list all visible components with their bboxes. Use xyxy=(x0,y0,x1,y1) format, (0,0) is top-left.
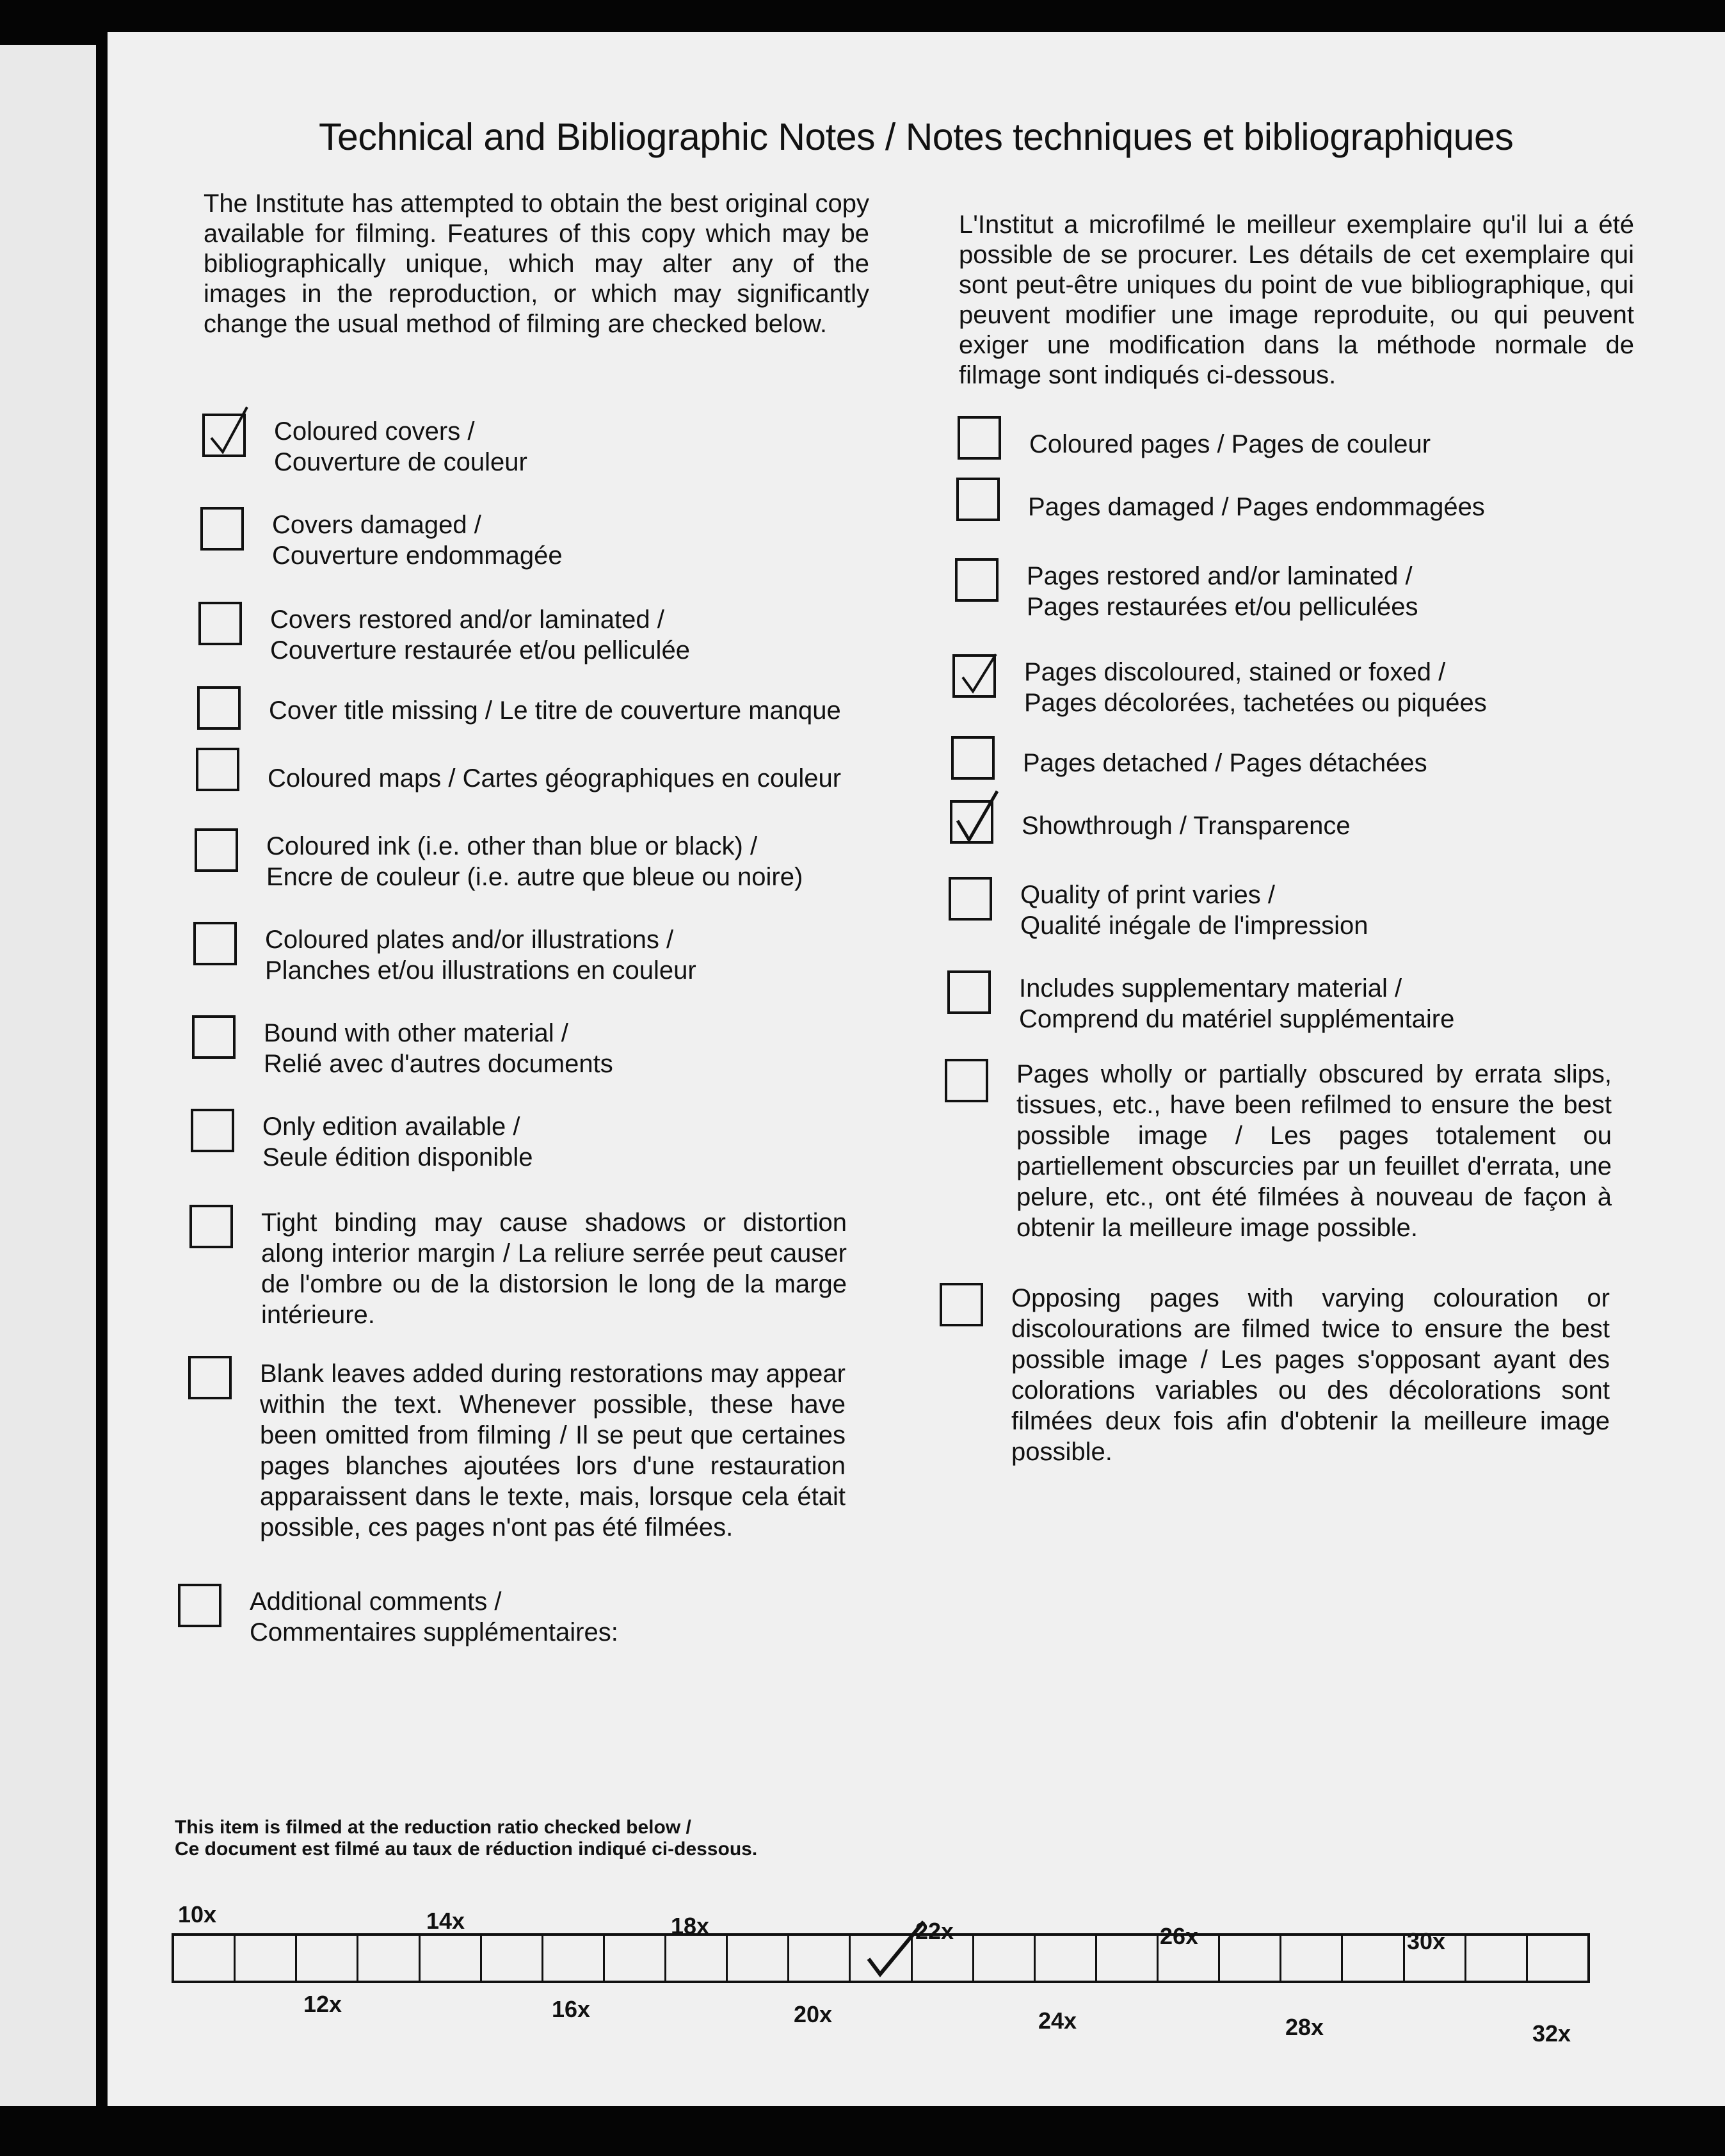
ratio-label-14x: 14x xyxy=(426,1908,465,1934)
option-label: Opposing pages with varying colouration or discolourations are filmed twice to ensure the best possible image / Les pages s'opposant ayant des colorations variables ou des décolorations sont filmées deux fois afin d'obtenir la meilleure image possible. xyxy=(1011,1284,1610,1466)
checkbox[interactable] xyxy=(192,1015,236,1059)
ratio-cell-32x[interactable] xyxy=(1528,1936,1587,1981)
option-label: Cover title missing / Le titre de couverture manque xyxy=(269,696,841,725)
ratio-cell[interactable] xyxy=(728,1936,789,1981)
ratio-cell-26x[interactable] xyxy=(1097,1936,1159,1981)
checkbox[interactable] xyxy=(196,748,239,791)
checkbox[interactable] xyxy=(188,1356,232,1399)
checkbox[interactable] xyxy=(951,736,995,780)
ratio-label-20x: 20x xyxy=(794,2001,833,2027)
option-label: Showthrough / Transparence xyxy=(1022,812,1351,840)
checkbox[interactable] xyxy=(200,507,244,551)
adjacent-page-edge xyxy=(0,45,96,2112)
option-label: Coloured plates and/or illustrations / Planches et/ou illustrations en couleur xyxy=(265,926,696,985)
ratio-label-32x: 32x xyxy=(1532,2020,1571,2047)
option-label: Bound with other material / Relié avec d'autres documents xyxy=(264,1019,613,1078)
option-label: Pages discoloured, stained or foxed / Pages décolorées, tachetées ou piquées xyxy=(1024,658,1487,717)
checkbox[interactable] xyxy=(178,1584,221,1627)
ratio-cell[interactable] xyxy=(1466,1936,1528,1981)
checkbox[interactable] xyxy=(947,970,991,1014)
intro-english: The Institute has attempted to obtain the best original copy available for filming. Features of this copy which may be bibliographically unique, which may alter any of the images in the reproduction, or which may significantly change the usual method of filming are checked below. xyxy=(204,189,869,338)
ratio-cell[interactable] xyxy=(1281,1936,1343,1981)
ratio-cell-10x[interactable] xyxy=(174,1936,236,1981)
checkbox[interactable] xyxy=(940,1283,983,1326)
ratio-cell-16x[interactable] xyxy=(421,1936,482,1981)
ratio-label-10x: 10x xyxy=(178,1901,217,1927)
ratio-label-28x: 28x xyxy=(1285,2014,1324,2040)
option-label: Quality of print varies / Qualité inégale de l'impression xyxy=(1020,881,1368,940)
ratio-cell-18x[interactable] xyxy=(543,1936,605,1981)
checkbox[interactable] xyxy=(958,416,1001,460)
checkbox[interactable] xyxy=(195,828,238,872)
option-label: Pages restored and/or laminated / Pages restaurées et/ou pelliculées xyxy=(1027,562,1418,621)
option-label: Coloured pages / Pages de couleur xyxy=(1029,430,1431,458)
checkbox[interactable] xyxy=(189,1205,233,1248)
checkbox[interactable] xyxy=(202,414,246,457)
ratio-cell-24x[interactable] xyxy=(974,1936,1036,1981)
ratio-cell-14x[interactable] xyxy=(297,1936,358,1981)
intro-french: L'Institut a microfilmé le meilleur exemplaire qu'il lui a été possible de se procurer. Les détails de cet exemplaire qui sont peut-être uniques du point de vue bibliographique, qui peuvent modifier une image reproduite, ou qui peuvent exiger une modification dans la méthode normale de filmage sont indiqués ci-dessous. xyxy=(959,211,1634,389)
ratio-label-12x: 12x xyxy=(303,1991,342,2017)
ratio-cell[interactable] xyxy=(913,1936,974,1981)
option-label: Blank leaves added during restorations may appear within the text. Whenever possible, these have been omitted from filming / Il se peut que certaines pages blanches ajoutées lors d'une restauration apparaissent dans le texte, mais, lorsque cela était possible, ces pages n'ont pas été filmées. xyxy=(260,1360,846,1541)
ratio-label-16x: 16x xyxy=(552,1996,591,2022)
option-label: Pages detached / Pages détachées xyxy=(1023,749,1427,777)
ratio-cell[interactable] xyxy=(789,1936,851,1981)
ratio-cell[interactable] xyxy=(1036,1936,1097,1981)
reduction-ratio-caption: This item is filmed at the reduction ratio checked below / Ce document est filmé au taux de réduction indiqué ci-dessous. xyxy=(175,1817,758,1860)
ratio-label-24x: 24x xyxy=(1038,2007,1077,2034)
ratio-cell-30x[interactable] xyxy=(1343,1936,1404,1981)
ratio-cell[interactable] xyxy=(482,1936,543,1981)
ratio-cell[interactable] xyxy=(358,1936,420,1981)
notes-page xyxy=(108,32,1725,2112)
option-label: Only edition available / Seule édition disponible xyxy=(262,1113,533,1171)
checkbox[interactable] xyxy=(191,1109,234,1152)
scan-border xyxy=(0,2106,1725,2156)
checkbox[interactable] xyxy=(956,478,1000,521)
ratio-cell[interactable] xyxy=(1405,1936,1466,1981)
option-label: Pages damaged / Pages endommagées xyxy=(1028,493,1485,521)
checkbox[interactable] xyxy=(949,877,992,921)
ratio-cell[interactable] xyxy=(1159,1936,1220,1981)
checkbox[interactable] xyxy=(945,1059,988,1102)
checkbox[interactable] xyxy=(193,922,237,965)
option-label: Coloured covers / Couverture de couleur xyxy=(274,417,527,476)
page-title: Technical and Bibliographic Notes / Notes techniques et bibliographiques xyxy=(319,116,1514,158)
checkbox[interactable] xyxy=(198,602,242,645)
checkbox[interactable] xyxy=(955,558,999,602)
checkbox[interactable] xyxy=(197,686,241,730)
option-label: Tight binding may cause shadows or distortion along interior margin / La reliure serrée peut causer de l'ombre ou de la distorsion le long de la marge intérieure. xyxy=(261,1209,847,1329)
option-label: Covers damaged / Couverture endommagée xyxy=(272,511,563,570)
option-label: Additional comments / Commentaires supplémentaires: xyxy=(250,1588,618,1646)
ratio-cell-22x[interactable] xyxy=(851,1936,912,1981)
ratio-label-30x: 30x xyxy=(1407,1928,1446,1954)
option-label: Coloured ink (i.e. other than blue or black) / Encre de couleur (i.e. autre que bleue ou noire) xyxy=(266,832,803,891)
checkbox[interactable] xyxy=(950,800,993,844)
ratio-cell[interactable] xyxy=(605,1936,666,1981)
ratio-cell-20x[interactable] xyxy=(666,1936,728,1981)
option-label: Pages wholly or partially obscured by errata slips, tissues, etc., have been refilmed to ensure the best possible image / Les pages totalement ou partiellement obscurcies par un feuillet d'errata, une pelure, etc., ont été filmées à nouveau de façon à obtenir la meilleure image possible. xyxy=(1016,1060,1612,1242)
option-label: Covers restored and/or laminated / Couverture restaurée et/ou pelliculée xyxy=(270,606,690,664)
ratio-label-18x: 18x xyxy=(671,1913,710,1939)
ratio-label-26x: 26x xyxy=(1160,1923,1199,1949)
option-label: Includes supplementary material / Comprend du matériel supplémentaire xyxy=(1019,974,1455,1033)
ratio-cell-28x[interactable] xyxy=(1220,1936,1281,1981)
reduction-ratio-scale xyxy=(172,1933,1590,1983)
ratio-label-22x: 22x xyxy=(915,1918,954,1944)
ratio-cell-12x[interactable] xyxy=(236,1936,297,1981)
option-label: Coloured maps / Cartes géographiques en couleur xyxy=(268,764,842,792)
checkbox[interactable] xyxy=(952,654,996,698)
